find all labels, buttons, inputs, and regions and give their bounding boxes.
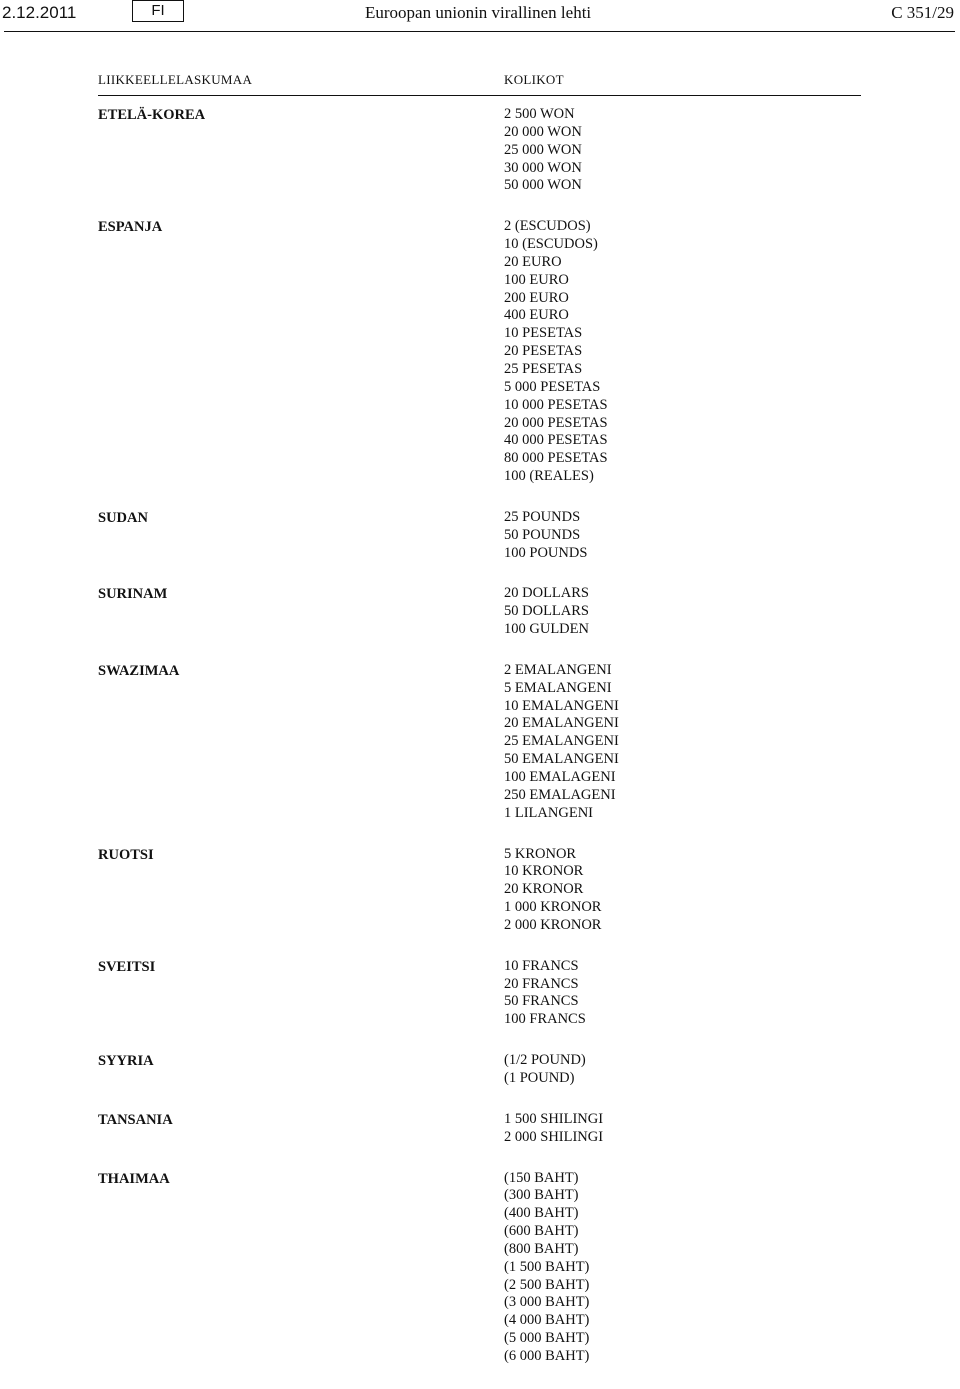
coin-denomination: 100 EMALAGENI <box>504 769 616 785</box>
coin-denomination: 100 FRANCS <box>504 1011 586 1028</box>
coin-list <box>504 585 861 639</box>
coin-denomination: 25 POUNDS <box>504 508 581 525</box>
coin-denomination: 20 EURO <box>504 253 562 270</box>
country-name: SUDAN <box>98 509 148 526</box>
coin-denomination: 20 FRANCS <box>504 975 579 992</box>
language-code-box: FI <box>132 0 184 22</box>
coin-denomination: 10 000 PESETAS <box>504 396 608 413</box>
coin-denomination: 50 FRANCS <box>504 993 579 1010</box>
coin-list <box>504 958 861 1029</box>
coin-denomination: (3 000 BAHT) <box>504 1294 590 1311</box>
column-header-coins: KOLIKOT <box>504 72 564 87</box>
coin-list <box>504 106 861 195</box>
coin-denomination: 20 EMALANGENI <box>504 715 619 732</box>
country-name: THAIMAA <box>98 1170 170 1187</box>
coin-list <box>504 846 861 935</box>
coin-denomination: 2 EMALANGENI <box>504 661 612 678</box>
country-name: SVEITSI <box>98 958 156 975</box>
coin-denomination: 5 KRONOR <box>504 845 577 862</box>
country-name: SWAZIMAA <box>98 662 180 679</box>
coin-denomination: 1 LILANGENI <box>504 804 593 821</box>
header-divider <box>4 31 955 32</box>
coin-denomination: 40 000 PESETAS <box>504 432 608 449</box>
coin-denomination: 80 000 PESETAS <box>504 450 608 467</box>
coin-list <box>504 1170 861 1366</box>
coin-denomination: 2 (ESCUDOS) <box>504 218 591 235</box>
coin-denomination: 2 000 SHILINGI <box>504 1128 604 1145</box>
country-name: RUOTSI <box>98 846 154 863</box>
coin-denomination: 2 000 KRONOR <box>504 916 602 933</box>
coin-denomination: (2 500 BAHT) <box>504 1276 590 1293</box>
coin-denomination: (800 BAHT) <box>504 1240 579 1257</box>
country-name: SURINAM <box>98 586 168 603</box>
column-header-divider <box>98 95 861 96</box>
table-row <box>98 662 861 823</box>
coin-denomination: (6 000 BAHT) <box>504 1347 590 1364</box>
coin-denomination: 50 POUNDS <box>504 526 581 543</box>
coin-denomination: (300 BAHT) <box>504 1187 579 1204</box>
table-row <box>98 1052 861 1088</box>
coin-denomination: 100 POUNDS <box>504 544 588 561</box>
coin-list <box>504 1111 861 1147</box>
country-name: SYYRIA <box>98 1053 154 1070</box>
coin-denomination: 20 DOLLARS <box>504 585 589 602</box>
coin-denomination: (1/2 POUND) <box>504 1052 586 1069</box>
table-row <box>98 585 861 639</box>
coin-denomination: 400 EURO <box>504 307 569 324</box>
coin-denomination: 50 000 WON <box>504 177 582 194</box>
coin-denomination: 20 000 WON <box>504 123 582 140</box>
coin-denomination: 50 DOLLARS <box>504 603 589 620</box>
table-row <box>98 846 861 935</box>
coin-denomination: 10 KRONOR <box>504 863 584 880</box>
table-row <box>98 509 861 563</box>
coin-denomination: 10 (ESCUDOS) <box>504 236 598 253</box>
coin-denomination: (1 POUND) <box>504 1069 575 1086</box>
coin-denomination: 20 PESETAS <box>504 343 583 360</box>
coin-denomination: 10 PESETAS <box>504 325 583 342</box>
coin-denomination: 1 000 KRONOR <box>504 899 602 916</box>
coin-denomination: 2 500 WON <box>504 106 575 122</box>
coin-denomination: 100 GULDEN <box>504 621 589 638</box>
coin-denomination: 30 000 WON <box>504 159 582 176</box>
coin-list <box>504 218 861 486</box>
column-header-country: LIIKKEELLELASKUMAA <box>98 72 253 87</box>
coin-denomination: (150 BAHT) <box>504 1169 579 1186</box>
journal-title: Euroopan unionin virallinen lehti <box>365 3 592 22</box>
coin-denomination: 20 KRONOR <box>504 881 584 898</box>
coin-list <box>504 1052 861 1088</box>
coin-denomination: 1 500 SHILINGI <box>504 1110 604 1127</box>
coin-denomination: (4 000 BAHT) <box>504 1312 590 1329</box>
coin-denomination: 5 000 PESETAS <box>504 378 601 395</box>
country-name: TANSANIA <box>98 1111 173 1128</box>
table-row <box>98 106 861 195</box>
coin-denomination: 100 EURO <box>504 271 569 288</box>
table-row <box>98 1111 861 1147</box>
coin-denomination: 200 EURO <box>504 289 569 306</box>
coin-list <box>504 662 861 823</box>
table-row <box>98 958 861 1029</box>
coin-denomination: 25 000 WON <box>504 141 582 158</box>
coin-table <box>98 106 861 1389</box>
coin-denomination: 25 PESETAS <box>504 360 583 377</box>
coin-denomination: 10 EMALANGENI <box>504 697 619 714</box>
coin-denomination: (5 000 BAHT) <box>504 1330 590 1347</box>
table-row <box>98 218 861 486</box>
coin-denomination: 250 EMALAGENI <box>504 786 616 803</box>
coin-denomination: 50 EMALANGENI <box>504 751 619 768</box>
coin-list <box>504 509 861 563</box>
coin-denomination: 5 EMALANGENI <box>504 679 612 696</box>
country-name: ETELÄ-KOREA <box>98 107 206 123</box>
country-name: ESPANJA <box>98 219 163 236</box>
coin-denomination: (1 500 BAHT) <box>504 1258 590 1275</box>
coin-denomination: (600 BAHT) <box>504 1223 579 1240</box>
coin-denomination: 25 EMALANGENI <box>504 733 619 750</box>
coin-denomination: 20 000 PESETAS <box>504 414 608 431</box>
page-reference: C 351/29 <box>891 3 954 22</box>
table-row <box>98 1170 861 1366</box>
publication-date: 2.12.2011 <box>2 3 77 22</box>
coin-denomination: (400 BAHT) <box>504 1205 579 1222</box>
coin-denomination: 10 FRANCS <box>504 957 579 974</box>
page-header <box>0 0 960 30</box>
coin-denomination: 100 (REALES) <box>504 468 594 485</box>
